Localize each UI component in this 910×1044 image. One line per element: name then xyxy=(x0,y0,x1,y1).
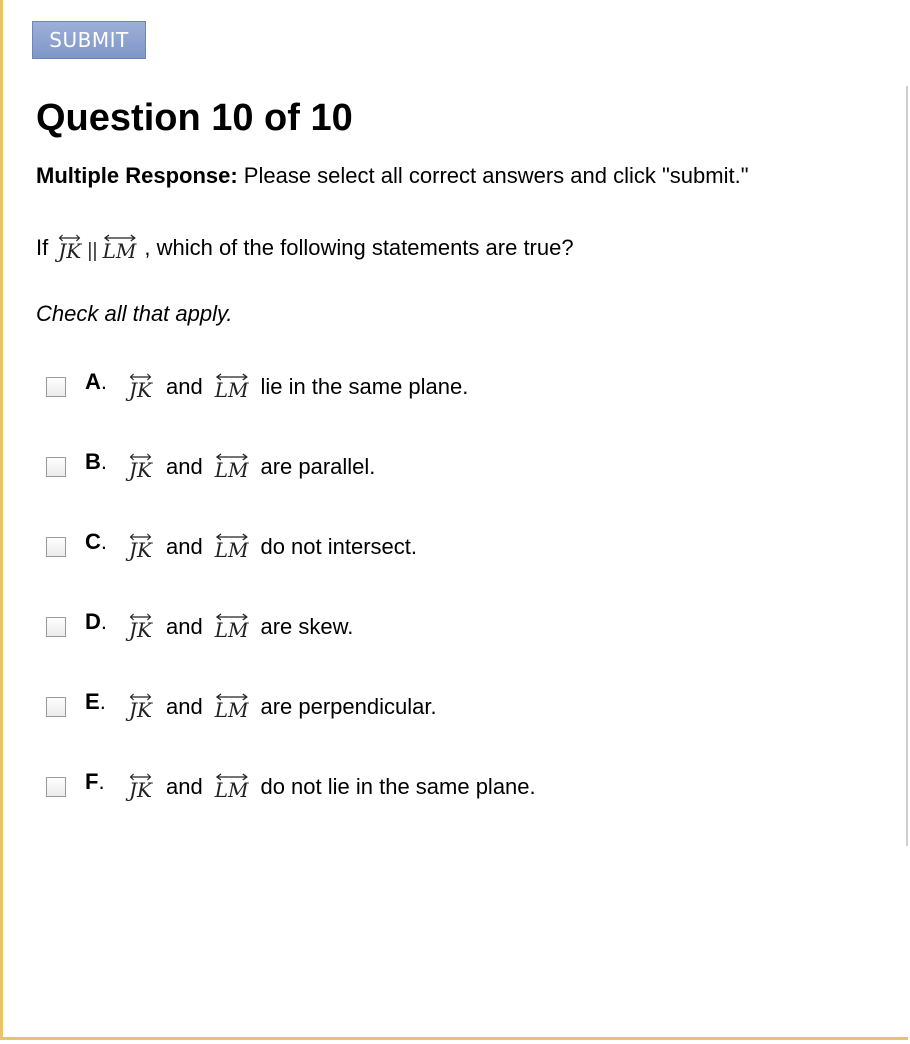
line-jk-symbol xyxy=(129,534,152,560)
double-arrow-icon xyxy=(129,612,152,622)
option-letter-text: C xyxy=(85,529,101,554)
option-checkbox[interactable] xyxy=(46,777,66,797)
line-jk-symbol-label: JK xyxy=(129,698,152,722)
line-jk-symbol xyxy=(129,454,152,480)
option-conjunction: and xyxy=(165,534,203,559)
line-jk-label: JK xyxy=(58,239,82,263)
option-letter-text: A xyxy=(85,369,101,394)
option-text: lie in the same plane. xyxy=(260,374,469,399)
line-jk-symbol-label: JK xyxy=(129,538,152,562)
double-arrow-icon xyxy=(215,612,249,622)
double-arrow-icon xyxy=(129,772,152,782)
instructions xyxy=(36,163,749,189)
option-letter-text: D xyxy=(85,609,101,634)
option-conjunction: and xyxy=(165,774,203,799)
option-text: are parallel. xyxy=(260,454,376,479)
option-letter-dot: . xyxy=(100,609,108,634)
line-lm-symbol xyxy=(215,534,249,560)
option-letter-dot: . xyxy=(100,529,108,554)
option-f[interactable] xyxy=(46,770,536,804)
double-arrow-icon xyxy=(58,233,81,243)
line-jk-symbol xyxy=(129,694,152,720)
option-checkbox[interactable] xyxy=(46,377,66,397)
parallel-symbol: || xyxy=(87,240,98,262)
option-conjunction: and xyxy=(165,374,203,399)
option-conjunction: and xyxy=(165,614,203,639)
option-d[interactable] xyxy=(46,610,353,644)
question-prefix: If xyxy=(36,235,49,260)
option-letter-dot: . xyxy=(100,369,108,394)
double-arrow-icon xyxy=(129,452,152,462)
double-arrow-icon xyxy=(215,452,249,462)
option-letter xyxy=(85,449,129,475)
instructions-text: Please select all correct answers and click "submit." xyxy=(237,163,749,188)
question-prompt xyxy=(36,233,574,263)
option-a[interactable] xyxy=(46,370,468,404)
line-lm-symbol xyxy=(215,454,249,480)
line-lm-symbol-label: LM xyxy=(214,458,249,482)
check-all-note: Check all that apply. xyxy=(36,301,233,326)
option-conjunction: and xyxy=(165,454,203,479)
option-letter xyxy=(85,369,129,395)
double-arrow-icon xyxy=(129,692,152,702)
option-conjunction: and xyxy=(165,694,203,719)
option-checkbox[interactable] xyxy=(46,697,66,717)
option-letter-text: F xyxy=(85,769,99,794)
instructions-type: Multiple Response: xyxy=(36,163,238,188)
option-checkbox[interactable] xyxy=(46,457,66,477)
line-jk-symbol-label: JK xyxy=(129,618,152,642)
page-title: Question 10 of 10 xyxy=(36,97,353,139)
option-letter xyxy=(85,609,129,635)
double-arrow-icon xyxy=(215,372,249,382)
double-arrow-icon xyxy=(215,772,249,782)
option-text: do not intersect. xyxy=(260,534,417,559)
scrollbar-track[interactable] xyxy=(906,86,908,846)
option-letter-dot: . xyxy=(98,769,105,794)
line-lm-symbol-label: LM xyxy=(214,618,249,642)
question-suffix: , which of the following statements are true? xyxy=(144,235,574,260)
double-arrow-icon xyxy=(215,692,249,702)
line-jk-symbol xyxy=(129,374,152,400)
double-arrow-icon xyxy=(129,532,152,542)
line-lm-symbol xyxy=(103,235,137,261)
option-letter xyxy=(85,769,129,795)
line-jk-symbol-label: JK xyxy=(129,458,152,482)
option-letter xyxy=(85,689,129,715)
option-checkbox[interactable] xyxy=(46,617,66,637)
option-letter-text: E xyxy=(85,689,100,714)
line-lm-symbol-label: LM xyxy=(214,378,249,402)
line-jk-symbol xyxy=(129,614,152,640)
double-arrow-icon xyxy=(215,532,249,542)
line-lm-symbol xyxy=(215,614,249,640)
line-lm-symbol xyxy=(215,774,249,800)
option-e[interactable] xyxy=(46,690,437,724)
line-jk-symbol-label: JK xyxy=(129,378,152,402)
line-lm-symbol-label: LM xyxy=(214,778,249,802)
line-jk-symbol xyxy=(58,235,81,261)
option-text: are skew. xyxy=(260,614,354,639)
option-c[interactable] xyxy=(46,530,417,564)
line-lm-symbol-label: LM xyxy=(214,698,249,722)
option-letter-dot: . xyxy=(100,449,108,474)
line-jk-symbol-label: JK xyxy=(129,778,152,802)
option-letter-text: B xyxy=(85,449,101,474)
option-letter-dot: . xyxy=(99,689,106,714)
line-lm-symbol-label: LM xyxy=(214,538,249,562)
option-text: are perpendicular. xyxy=(260,694,437,719)
option-b[interactable] xyxy=(46,450,375,484)
line-lm-symbol xyxy=(215,694,249,720)
option-letter xyxy=(85,529,129,555)
line-jk-symbol xyxy=(129,774,152,800)
submit-button[interactable]: SUBMIT xyxy=(32,21,146,59)
line-lm-symbol xyxy=(215,374,249,400)
option-text: do not lie in the same plane. xyxy=(260,774,536,799)
option-checkbox[interactable] xyxy=(46,537,66,557)
line-lm-label: LM xyxy=(102,239,137,263)
double-arrow-icon xyxy=(129,372,152,382)
double-arrow-icon xyxy=(103,233,137,243)
